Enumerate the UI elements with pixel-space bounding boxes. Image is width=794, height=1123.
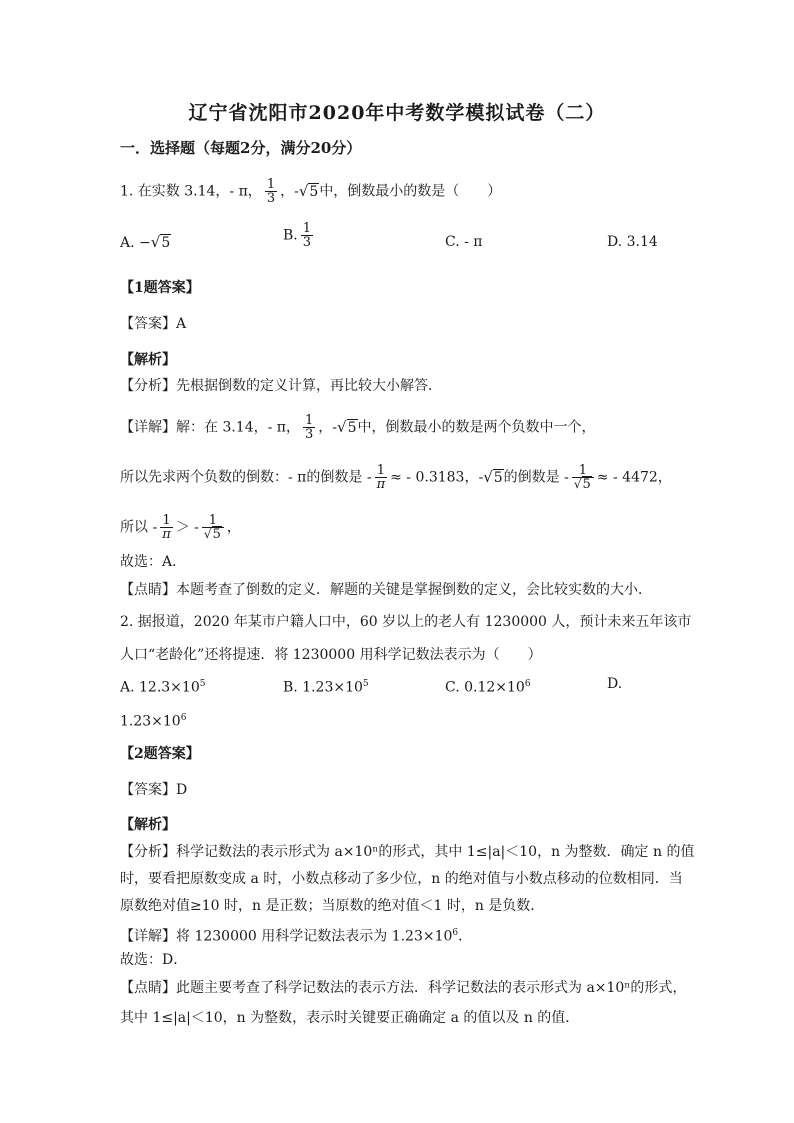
answer-line: 【答案】D — [120, 782, 188, 798]
section-heading: 一．选择题（每题2分，满分20分） — [120, 139, 362, 157]
q1-option-d: D. 3.14 — [607, 234, 658, 250]
analysis-header: 【解析】 — [120, 352, 176, 368]
q2-option-d-value: $1.23\times 10^6$ — [120, 713, 187, 730]
analysis-text-2: 时，要看把原数变成 a 时，小数点移动了多少位，n 的绝对值与小数点移动的位数相同．当 — [120, 871, 683, 887]
analysis-text-3: 原数绝对值≥10 时，n 是正数；当原数的绝对值＜1 时，n 是负数． — [120, 898, 545, 914]
q2-option-c: C. $0.12\times 10^6$ — [445, 679, 531, 696]
question-2-stem-2: 人口“老龄化”还将提速．将 1230000 用科学记数法表示为（ ） — [120, 647, 542, 663]
analysis-header: 【解析】 — [120, 817, 176, 833]
detail-line-2: 所以先求两个负数的倒数：- π的倒数是 - $\frac{1}{\pi}$ ≈ - 0.3183，-√5的倒数是 - $\frac{1}{√5}$ ≈ - 4472， — [120, 463, 672, 492]
q2-option-d: D. — [607, 676, 623, 692]
answer-header: 【2题答案】 — [120, 746, 200, 762]
fraction: $\frac{1}{3}$ — [266, 177, 276, 206]
q2-option-b: B. $1.23\times 10^5$ — [283, 679, 369, 696]
sqrt: √5 — [298, 181, 319, 200]
analysis-text: 【分析】先根据倒数的定义计算，再比较大小解答． — [120, 378, 442, 394]
answer-header: 【1题答案】 — [120, 280, 200, 296]
page-title: 辽宁省沈阳市2020年中考数学模拟试卷（二） — [188, 102, 606, 124]
comment-line: 【点睛】本题考查了倒数的定义．解题的关键是掌握倒数的定义，会比较实数的大小． — [120, 582, 652, 598]
question-2-stem-1: 2. 据报道，2020 年某市户籍人口中，60 岁以上的老人有 1230000 人，预计未来五年该市 — [120, 614, 692, 630]
question-1-stem: 1. 在实数 3.14，- π， $\frac{1}{3}$ ，-√5中，倒数最小的数是（ ） — [120, 177, 502, 206]
choose-line: 故选：A． — [120, 554, 187, 570]
detail-line: 【详解】将 1230000 用科学记数法表示为 $1.23\times 10^6$． — [120, 928, 473, 945]
comment-line-2: 其中 1≤|a|＜10，n 为整数，表示时关键要正确确定 a 的值以及 n 的值． — [120, 1010, 580, 1026]
q2-option-a: A. $12.3\times 10^5$ — [120, 679, 206, 696]
q1-option-a: A. −√5 — [120, 233, 171, 251]
answer-line: 【答案】A — [120, 316, 187, 332]
detail-line-3: 所以 - $\frac{1}{\pi}$ ＞ - $\frac{1}{√5}$ ， — [120, 513, 241, 542]
q1-option-c: C. - π — [445, 234, 483, 250]
choose-line: 故选：D． — [120, 952, 188, 968]
analysis-text-1: 【分析】科学记数法的表示形式为 a×10ⁿ的形式，其中 1≤|a|＜10，n 为整数．确定 n 的值 — [120, 844, 695, 860]
q1-option-b: B. $\frac{1}{3}$ — [283, 221, 312, 250]
comment-line-1: 【点睛】此题主要考查了科学记数法的表示方法．科学记数法的表示形式为 a×10ⁿ的形式， — [120, 980, 687, 996]
detail-line-1: 【详解】解：在 3.14，- π， $\frac{1}{3}$ ，-√5中，倒数最小的数是两个负数中一个， — [120, 413, 596, 442]
